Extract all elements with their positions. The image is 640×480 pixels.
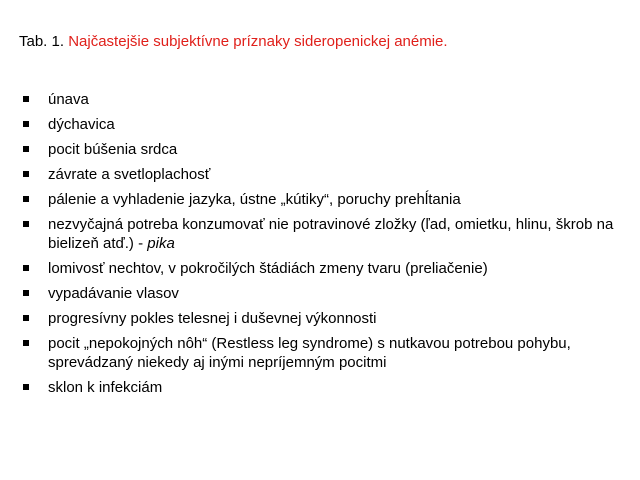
caption-prefix: Tab. 1.: [19, 33, 69, 50]
square-bullet-icon: [23, 384, 29, 390]
symptom-text: pálenie a vyhladenie jazyka, ústne „kútiky“, poruchy prehĺtania: [48, 191, 461, 208]
symptom-text: nezvyčajná potreba konzumovať nie potravinové zložky (ľad, omietku, hlinu, škrob na bielizeň atď.) -: [48, 216, 614, 252]
list-item: [18, 115, 623, 134]
symptom-text: sklon k infekciám: [48, 379, 163, 396]
symptom-text: lomivosť nechtov, v pokročilých štádiách zmeny tvaru (preliačenie): [48, 260, 488, 277]
symptom-text: únava: [48, 91, 89, 108]
symptom-list: [18, 90, 623, 403]
square-bullet-icon: [23, 196, 29, 202]
list-item: [18, 284, 623, 303]
symptom-text: vypadávanie vlasov: [48, 285, 179, 302]
square-bullet-icon: [23, 171, 29, 177]
table-caption: [19, 33, 448, 51]
square-bullet-icon: [23, 315, 29, 321]
list-item: [18, 309, 623, 328]
list-item: [18, 90, 623, 109]
symptom-text: závrate a svetloplachosť: [48, 166, 211, 183]
symptom-text: pocit búšenia srdca: [48, 141, 178, 158]
symptom-text: pocit „nepokojných nôh“ (Restless leg syndrome) s nutkavou potrebou pohybu, sprevádzaný niekedy aj inými nepríjemným pocitmi: [48, 335, 571, 371]
caption-title: Najčastejšie subjektívne príznaky sideropenickej anémie.: [68, 33, 448, 50]
square-bullet-icon: [23, 265, 29, 271]
symptom-text: progresívny pokles telesnej i duševnej výkonnosti: [48, 310, 377, 327]
list-item: [18, 378, 623, 397]
square-bullet-icon: [23, 96, 29, 102]
symptom-italic-term: pika: [147, 235, 175, 252]
square-bullet-icon: [23, 221, 29, 227]
square-bullet-icon: [23, 146, 29, 152]
list-item: [18, 190, 623, 209]
list-item: [18, 259, 623, 278]
list-item: [18, 165, 623, 184]
list-item: [18, 215, 623, 253]
list-item: [18, 334, 623, 372]
list-item: [18, 140, 623, 159]
square-bullet-icon: [23, 340, 29, 346]
symptom-text: dýchavica: [48, 116, 115, 133]
square-bullet-icon: [23, 121, 29, 127]
square-bullet-icon: [23, 290, 29, 296]
